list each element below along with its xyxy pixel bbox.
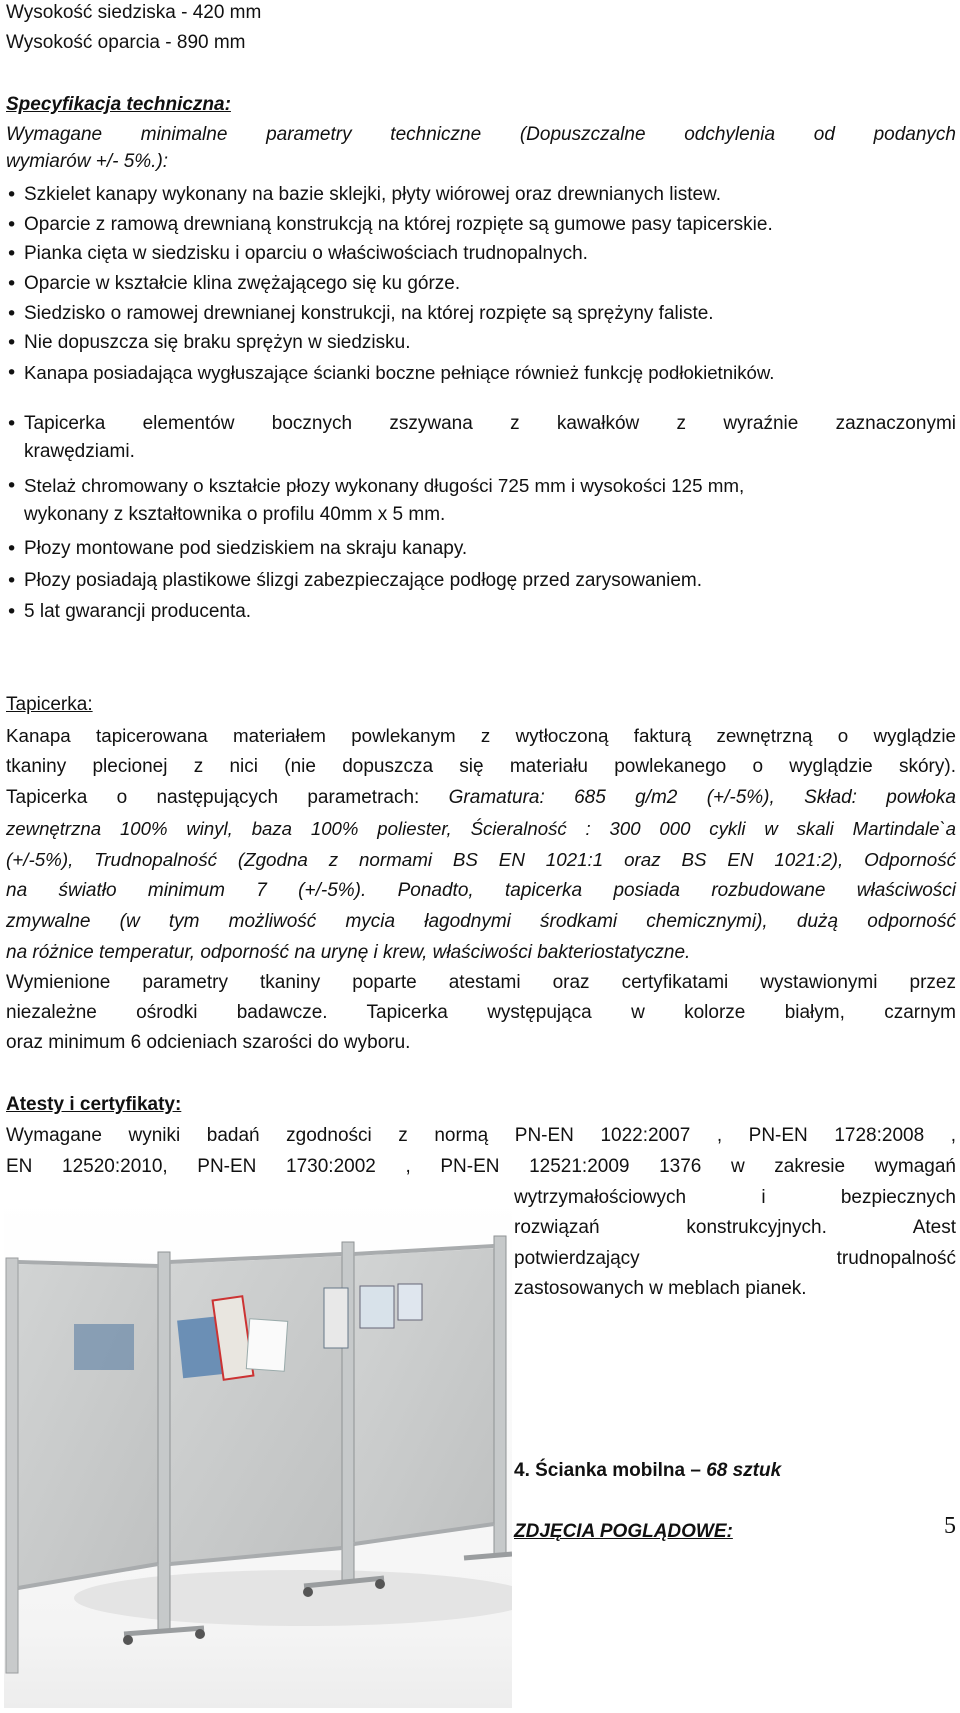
bullet-mark: •	[6, 303, 18, 325]
spec-bullet-9-line-1: Stelaż chromowany o kształcie płozy wykonany długości 725 mm i wysokości 125 mm,	[24, 475, 745, 496]
spec-heading: Specyfikacja techniczna:	[6, 94, 231, 115]
mobile-wall-illustration	[4, 1198, 512, 1708]
bullet-mark: •	[6, 570, 18, 592]
tapicerka-line-4: zewnętrzna 100% winyl, baza 100% poliester, Ścieralność : 300 000 cykli w skali Martindale`a	[6, 818, 956, 839]
spec-bullet-8-line-1: Tapicerka elementów bocznych zszywana z kawałków z wyraźnie zaznaczonymi	[24, 413, 956, 434]
tapicerka-line-11: oraz minimum 6 odcieniach szarości do wyboru.	[6, 1032, 411, 1053]
page-number: 5	[944, 1513, 956, 1539]
spec-bullet-1: Szkielet kanapy wykonany na bazie sklejki, płyty wiórowej oraz drewnianych listew.	[24, 184, 721, 205]
spec-bullet-6: Nie dopuszcza się braku sprężyn w siedzisku.	[24, 332, 411, 353]
bullet-mark: •	[6, 273, 18, 295]
tapicerka-line-2: tkaniny plecionej z nici (nie dopuszcza się materiału powlekanego o wyglądzie skóry).	[6, 756, 956, 777]
tapicerka-line-10: niezależne ośrodki badawcze. Tapicerka występująca w kolorze białym, czarnym	[6, 1002, 956, 1023]
tapicerka-line-6: na światło minimum 7 (+/-5%). Ponadto, tapicerka posiada rozbudowane właściwości	[6, 880, 956, 901]
atesty-heading: Atesty i certyfikaty:	[6, 1094, 182, 1115]
bullet-mark: •	[6, 538, 18, 560]
mobile-wall-photo	[4, 1198, 512, 1708]
atesty-line-2: EN 12520:2010, PN-EN 1730:2002 , PN-EN 12521:2009 1376 w zakresie wymagań	[6, 1156, 956, 1177]
tapicerka-line-9: Wymienione parametry tkaniny poparte atestami oraz certyfikatami wystawionymi przez	[6, 972, 956, 993]
bullet-mark: •	[6, 243, 18, 265]
atesty-right-line-2: rozwiązań konstrukcyjnych. Atest	[514, 1217, 956, 1238]
photos-heading: ZDJĘCIA POGLĄDOWE:	[514, 1521, 733, 1542]
tapicerka-line-7: zmywalne (w tym możliwość mycia łagodnymi środkami chemicznymi), dużą odporność	[6, 911, 956, 932]
atesty-right-line-3: potwierdzający trudnopalność	[514, 1248, 956, 1269]
spec-bullet-9-line-2: wykonany z kształtownika o profilu 40mm x 5 mm.	[24, 504, 446, 525]
bullet-mark: •	[6, 362, 18, 384]
spec-intro-line-2: wymiarów +/- 5%.):	[6, 151, 169, 172]
section-4-quantity: 68 sztuk	[706, 1460, 782, 1481]
spec-bullet-7: Kanapa posiadająca wygłuszające ścianki boczne pełniące również funkcję podłokietników.	[24, 362, 775, 383]
atesty-right-line-4: zastosowanych w meblach pianek.	[514, 1278, 807, 1299]
tapicerka-line-1: Kanapa tapicerowana materiałem powlekanym z wytłoczoną fakturą zewnętrzną o wyglądzie	[6, 725, 956, 746]
bullet-mark: •	[6, 601, 18, 623]
bullet-mark: •	[6, 184, 18, 206]
seat-height-line: Wysokość siedziska - 420 mm	[6, 2, 262, 23]
tapicerka-line-5: (+/-5%), Trudnopalność (Zgodna z normami BS EN 1021:1 oraz BS EN 1021:2), Odporność	[6, 849, 956, 870]
spec-bullet-3: Pianka cięta w siedzisku i oparciu o właściwościach trudnopalnych.	[24, 243, 588, 264]
tapicerka-heading: Tapicerka:	[6, 694, 93, 715]
section-4-title	[514, 1458, 781, 1484]
atesty-line-1: Wymagane wyniki badań zgodności z normą PN-EN 1022:2007 , PN-EN 1728:2008 ,	[6, 1125, 956, 1146]
tapicerka-line-8: na różnice temperatur, odporność na urynę i krew, właściwości bakteriostatyczne.	[6, 942, 691, 963]
tapicerka-line-3-normal: Tapicerka o następujących parametrach:	[6, 787, 449, 808]
backrest-height-line: Wysokość oparcia - 890 mm	[6, 32, 246, 53]
bullet-mark: •	[6, 332, 18, 354]
tapicerka-line-3-italic: Gramatura: 685 g/m2 (+/-5%), Skład: powłoka	[448, 787, 956, 808]
bullet-mark: •	[6, 413, 18, 435]
spec-bullet-8-line-2: krawędziami.	[24, 441, 135, 462]
bullet-mark: •	[6, 214, 18, 236]
section-4-title-bold: 4. Ścianka mobilna –	[514, 1460, 707, 1481]
spec-bullet-4: Oparcie w kształcie klina zwężającego się ku górze.	[24, 273, 461, 294]
bullet-mark: •	[6, 475, 18, 497]
spec-bullet-10: Płozy montowane pod siedziskiem na skraju kanapy.	[24, 538, 468, 559]
tapicerka-line-3	[6, 785, 956, 811]
spec-bullet-11: Płozy posiadają plastikowe ślizgi zabezpieczające podłogę przed zarysowaniem.	[24, 570, 703, 591]
spec-bullet-12: 5 lat gwarancji producenta.	[24, 601, 252, 622]
atesty-right-line-1: wytrzymałościowych i bezpiecznych	[514, 1187, 956, 1208]
spec-bullet-2: Oparcie z ramową drewnianą konstrukcją na której rozpięte są gumowe pasy tapicerskie.	[24, 214, 773, 235]
spec-bullet-5: Siedzisko o ramowej drewnianej konstrukcji, na której rozpięte są sprężyny faliste.	[24, 303, 714, 324]
spec-intro-line-1: Wymagane minimalne parametry techniczne (Dopuszczalne odchylenia od podanych	[6, 124, 956, 145]
